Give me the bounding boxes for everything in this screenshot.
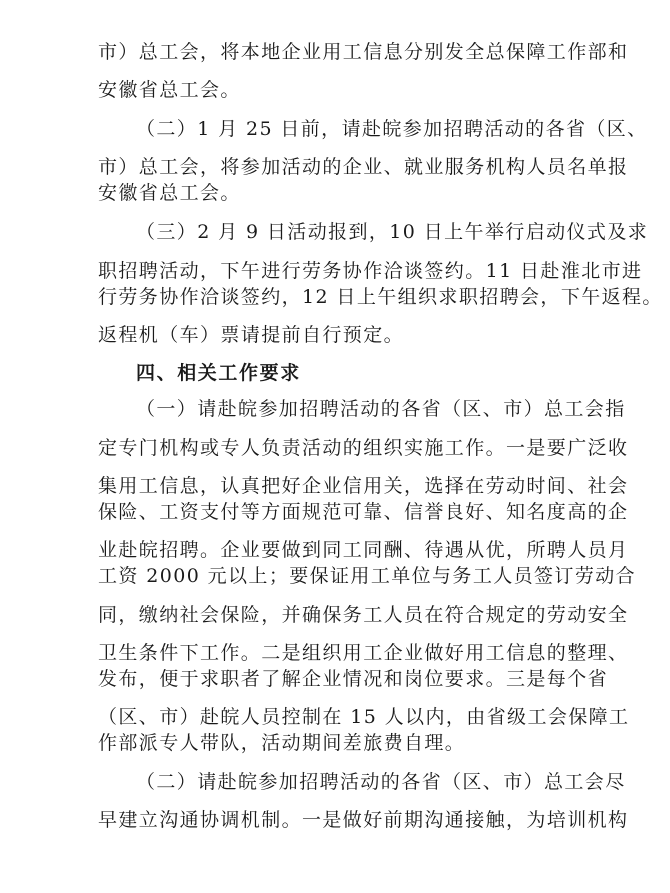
paragraph-line: 发布，便于求职者了解企业情况和岗位要求。三是每个省 [98, 668, 609, 690]
paragraph-line: 安徽省总工会。 [98, 79, 241, 101]
paragraph-line: 职招聘活动，下午进行劳务协作洽谈签约。11 日赴淮北市进 [98, 260, 643, 282]
paragraph-line: （二）1 月 25 日前，请赴皖参加招聘活动的各省（区、 [136, 118, 648, 140]
paragraph-line: 保险、工资支付等方面规范可靠、信誉良好、知名度高的企 [98, 501, 629, 523]
paragraph-line: 市）总工会，将参加活动的企业、就业服务机构人员名单报 [98, 156, 629, 178]
paragraph-line: （二）请赴皖参加招聘活动的各省（区、市）总工会尽 [136, 771, 626, 793]
section-heading: 四、相关工作要求 [136, 362, 301, 384]
paragraph-line: 同，缴纳社会保险，并确保务工人员在符合规定的劳动安全 [98, 604, 629, 626]
paragraph-line: 市）总工会，将本地企业用工信息分别发全总保障工作部和 [98, 41, 629, 63]
paragraph-line: （一）请赴皖参加招聘活动的各省（区、市）总工会指 [136, 398, 626, 420]
paragraph-line: 集用工信息，认真把好企业信用关，选择在劳动时间、社会 [98, 475, 629, 497]
paragraph-line: （区、市）赴皖人员控制在 15 人以内，由省级工会保障工 [98, 706, 630, 728]
paragraph-line: 作部派专人带队，活动期间差旅费自理。 [98, 732, 466, 754]
paragraph-line: 业赴皖招聘。企业要做到同工同酬、待遇从优，所聘人员月 [98, 539, 629, 561]
paragraph-line: 工资 2000 元以上；要保证用工单位与务工人员签订劳动合 [98, 565, 637, 587]
paragraph-line: 行劳务协作洽谈签约，12 日上午组织求职招聘会，下午返程。 [98, 286, 663, 308]
paragraph-line: 定专门机构或专人负责活动的组织实施工作。一是要广泛收 [98, 437, 629, 459]
paragraph-line: （三）2 月 9 日活动报到，10 日上午举行启动仪式及求 [136, 221, 649, 243]
paragraph-line: 早建立沟通协调机制。一是做好前期沟通接触，为培训机构 [98, 809, 629, 831]
paragraph-line: 卫生条件下工作。二是组织用工企业做好用工信息的整理、 [98, 642, 629, 664]
paragraph-line: 返程机（车）票请提前自行预定。 [98, 324, 405, 346]
paragraph-line: 安徽省总工会。 [98, 182, 241, 204]
